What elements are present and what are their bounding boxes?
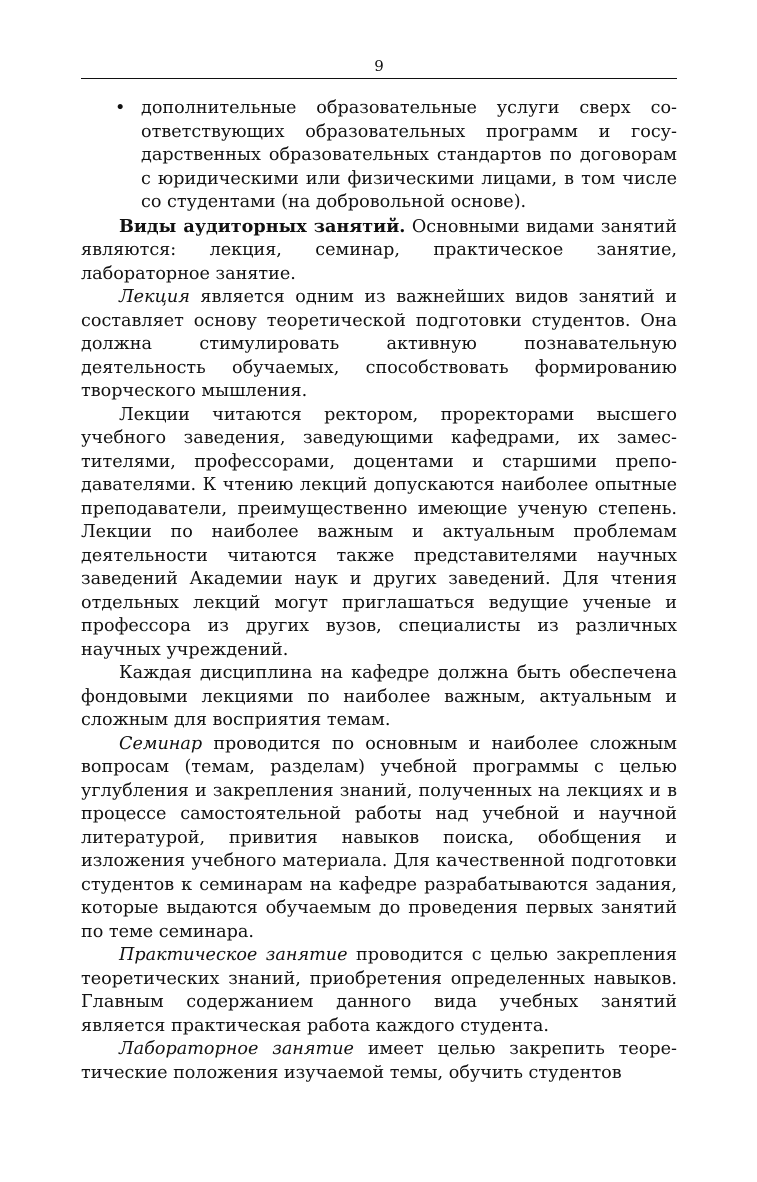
bullet-text: дополнительные образовательные услуги сверх соответствующих образовательных программ и государственных образовательных стандартов по договорам с юридическими или физическими лицами, в том числе со студентами (на добровольной основе). bbox=[141, 98, 677, 212]
body-text bbox=[81, 97, 677, 1085]
paragraph-lecturers: Лекции читаются ректором, проректорами высшего учебного заведения, заведующими кафедрами, их заместителями, профессорами, доцентами и старшими преподавателями. К чтению лекций допускаются наиболее опытные преподаватели, преимущественно имеющие ученую степень. Лекции по наиболее важным и актуальным проблемам деятельности читаются также представителями научных заведений Академии наук и других заведений. Для чтения отдельных лекций могут приглашаться ведущие ученые и профессора из других вузов, специалисты из различных научных учреждений. bbox=[81, 404, 677, 660]
section-heading: Виды аудиторных занятий. bbox=[119, 215, 406, 237]
paragraph-text: проводится с целью закрепления теоретических знаний, приобретения определенных навыков. Главным содержанием данного вида учебных занятий является практическая работа каждого студента. bbox=[81, 945, 677, 1036]
paragraph-text: проводится по основным и наиболее сложным вопросам (темам, разделам) учебной программы с целью углубления и закрепления знаний, полученных на лекциях и в процессе самостоятельной работы над учебной и научной литературой, привития навыков поиска, обобщения и изложения учебного материала. Для качественной подготовки студентов к семинарам на кафедре разрабатываются задания, которые выдаются обучаемым до проведения первых занятий по теме семинара. bbox=[81, 733, 677, 942]
paragraph-seminar bbox=[81, 733, 677, 945]
bullet-icon: • bbox=[115, 98, 126, 118]
bullet-item bbox=[81, 97, 677, 215]
paragraph-lecture bbox=[81, 286, 677, 404]
paragraph-practical bbox=[81, 944, 677, 1038]
paragraph-text: имеет целью закрепить теоретические положения изучаемой темы, обучить студентов bbox=[81, 1039, 677, 1083]
header-rule bbox=[81, 78, 677, 79]
paragraph-text: является одним из важнейших видов занятий и составляет основу теоретической подготовки студентов. Она должна стимулировать активную познавательную деятельность обучаемых, способствовать формированию творческого мышления. bbox=[81, 287, 677, 401]
paragraph-lesson-types bbox=[81, 215, 677, 287]
paragraph-text: Основными видами занятий являются: лекция, семинар, практическое занятие, лабораторное занятие. bbox=[81, 216, 677, 284]
term-lecture: Лекция bbox=[119, 287, 190, 307]
term-practical: Практическое занятие bbox=[119, 945, 348, 965]
term-laboratory: Лабораторное занятие bbox=[119, 1039, 354, 1059]
page-number: 9 bbox=[374, 57, 384, 75]
term-seminar: Семинар bbox=[119, 733, 203, 754]
paragraph-fund-lectures: Каждая дисциплина на кафедре должна быть обеспечена фондовыми лекциями по наиболее важным, актуальным и сложным для восприятия темам. bbox=[81, 663, 677, 730]
book-page bbox=[81, 56, 677, 1085]
paragraph-laboratory bbox=[81, 1038, 677, 1085]
